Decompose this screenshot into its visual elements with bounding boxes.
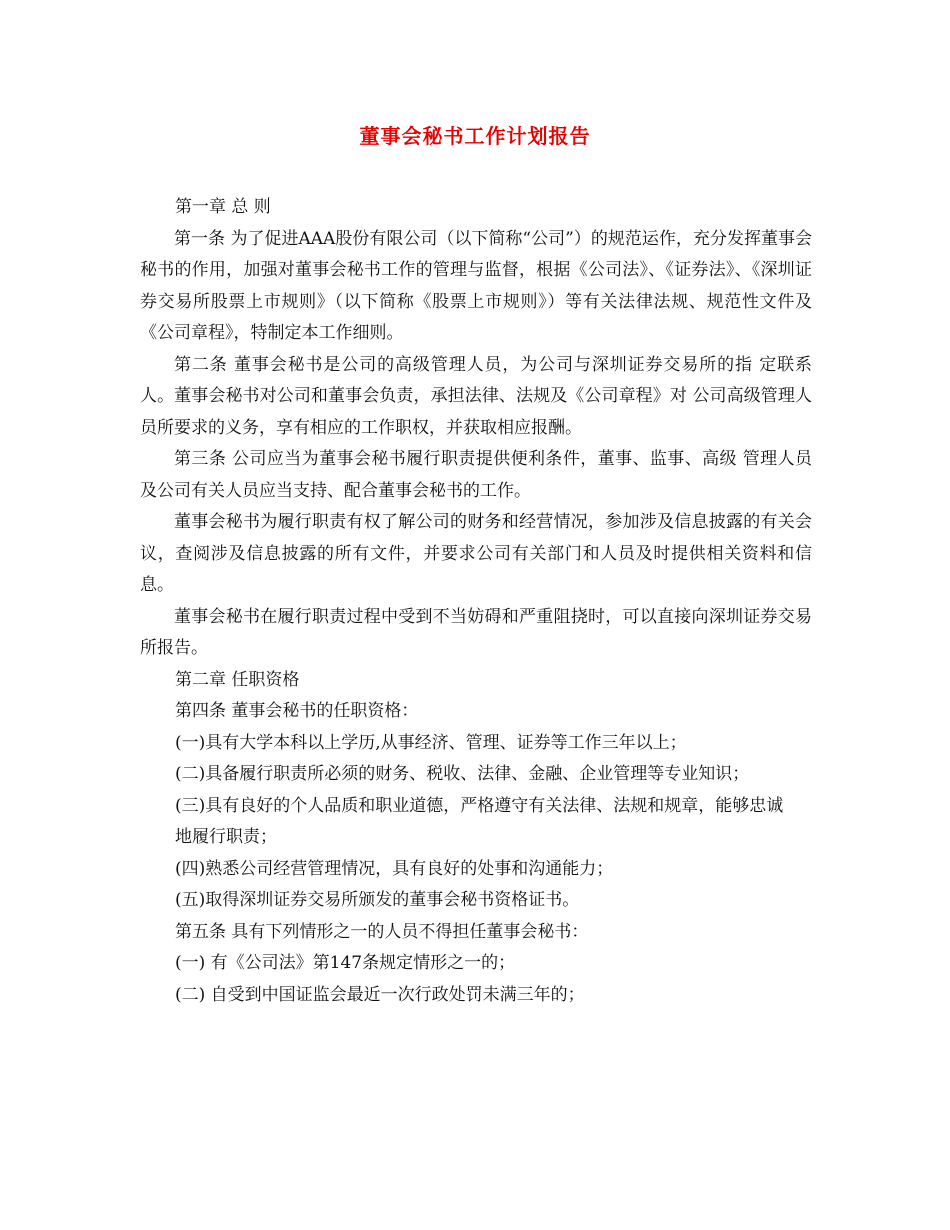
- list-item: (二)具备履行职责所必须的财务、税收、法律、金融、企业管理等专业知识；: [175, 764, 750, 784]
- list-item: (一)具有大学本科以上学历,从事经济、管理、证券等工作三年以上；: [175, 732, 687, 753]
- list-item: (二) 自受到中国证监会最近一次行政处罚未满三年的；: [175, 984, 585, 1005]
- paragraph: 第二条 董事会秘书是公司的高级管理人员，为公司与深圳证券交易所的指 定联系人。董事会秘书对公司和董事会负责，承担法律、法规及《公司章程》对 公司高级管理人员所要求的义务，享有相应的工作职权，并获取相应报酬。: [140, 354, 812, 438]
- list-item: (四)熟悉公司经营管理情况，具有良好的处事和沟通能力；: [175, 858, 614, 879]
- chapter-heading: 第二章 任职资格: [175, 669, 300, 690]
- paragraph: 董事会秘书在履行职责过程中受到不当妨碍和严重阻挠时，可以直接向深圳证券交易所报告。: [140, 606, 812, 658]
- list-item: (三)具有良好的个人品质和职业道德，严格遵守有关法律、法规和规章，能够忠诚地履行职责；: [175, 795, 784, 847]
- paragraph: 第一条 为了促进AAA股份有限公司（以下简称“公司”）的规范运作，充分发挥董事会秘书的作用，加强对董事会秘书工作的管理与监督，根据《公司法》、《证券法》、《深圳证券交易所股票上市规则》（以下简称《股票上市规则》）等有关法律法规、规范性文件及《公司章程》，特制定本工作细则。: [140, 228, 812, 343]
- paragraph: 第三条 公司应当为董事会秘书履行职责提供便利条件，董事、监事、高级 管理人员及公司有关人员应当支持、配合董事会秘书的工作。: [140, 449, 812, 501]
- article-heading: 第四条 董事会秘书的任职资格：: [175, 701, 419, 721]
- document-body: [140, 192, 812, 1011]
- document-title: 董事会秘书工作计划报告: [359, 124, 591, 148]
- chapter-heading: 第一章 总 则: [175, 197, 271, 217]
- list-item: (一) 有《公司法》第147条规定情形之一的；: [175, 953, 516, 973]
- article-heading: 第五条 具有下列情形之一的人员不得担任董事会秘书：: [175, 921, 589, 942]
- list-item: (五)取得深圳证券交易所颁发的董事会秘书资格证书。: [175, 890, 580, 910]
- paragraph: 董事会秘书为履行职责有权了解公司的财务和经营情况，参加涉及信息披露的有关会议，查阅涉及信息披露的所有文件，并要求公司有关部门和人员及时提供相关资料和信息。: [140, 512, 812, 595]
